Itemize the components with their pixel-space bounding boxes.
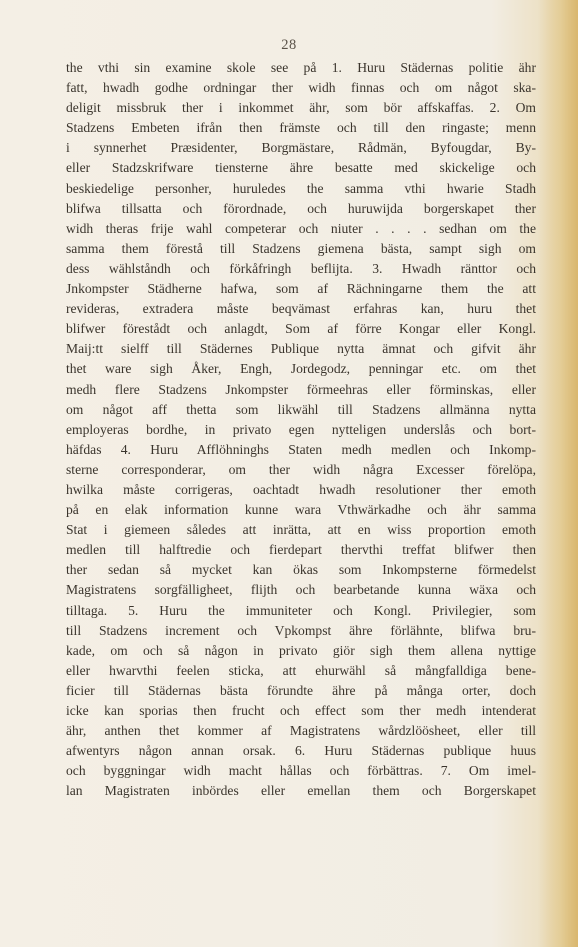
text-line: dess wählståndh och förkåfringh beflijta. 3. Hwadh ränttor och (66, 260, 536, 276)
text-line: ähr, anthen thet kommer af Magistratens wårdzlöösheet, eller till (66, 723, 536, 739)
text-line: eller Stadzskrifware tiensterne ähre besatte med skickelige och (66, 160, 536, 176)
text-line: the vthi sin examine skole see på 1. Huru Städernas politie ähr (66, 60, 536, 75)
text-line: icke kan sporias then frucht och effect som ther medh intenderat (66, 703, 536, 718)
text-line: blifwa tillsatta och förordnade, och huruwijda borgerskapet ther (66, 200, 536, 216)
text-line: medh flere Stadzens Jnkompster förmeehras eller förminskas, eller (66, 381, 536, 397)
text-line: häfdas 4. Huru Afflöhninghs Staten medh medlen och Inkomp- (66, 441, 536, 457)
text-line: i synnerhet Præsidenter, Borgmästare, Rådmän, Byfougdar, By- (66, 140, 536, 156)
page-edge-discoloration (538, 0, 578, 947)
text-line: på en elak information kunne wara Vthwärkadhe och ähr samma (66, 502, 536, 518)
text-line: Maij:tt sielff till Städernes Publique nytta ämnat och gifvit ähr (66, 341, 536, 357)
text-line: fatt, hwadh godhe ordningar ther widh finnas och om något ska- (66, 80, 536, 96)
text-line: deligit missbruk ther i inkommet ähr, som bör affskaffas. 2. Om (66, 100, 536, 116)
text-line: revideras, extradera måste beqvämast erfahras kan, huru thet (66, 301, 536, 317)
text-line: widh theras frije wahl competerar och niuter . . . . sedhan om the (66, 220, 536, 236)
text-line: blifwer förestådt och anlagdt, Som af förre Kongar eller Kongl. (66, 321, 536, 337)
text-line: hwilka måste corrigeras, oachtadt hwadh resolutioner ther emoth (66, 481, 536, 497)
text-line: Stadzens Embeten ifrån then främste och till den ringaste; menn (66, 120, 536, 136)
text-line: kade, om och så någon in privato giör sigh them allena nyttige (66, 642, 536, 658)
text-line: thet ware sigh Åker, Engh, Jordegodz, penningar etc. om thet (66, 361, 536, 377)
text-line: Magistratens sorgfälligheet, flijth och bearbetande kunna wäxa och (66, 582, 536, 598)
text-line: afwentyrs någon annan orsak. 6. Huru Städernas publique huus (66, 743, 536, 759)
text-line: ther sedan så mycket kan ökas som Inkompsterne förmedelst (66, 562, 536, 578)
text-line: samma them förestå till Stadzens giemena bästa, sampt sigh om (66, 240, 536, 256)
text-line: Jnkompster Städherne hafwa, som af Rächningarne them the att (66, 281, 536, 297)
text-line: Stat i giemeen således att inrätta, att en wiss proportion emoth (66, 522, 536, 538)
text-line: eller hwarvthi feelen sticka, att ehurwähl så mångfalldiga bene- (66, 662, 536, 678)
text-line: sterne corresponderar, om ther widh några Excesser förelöpa, (66, 461, 536, 477)
text-line: och byggningar widh macht hållas och förbättras. 7. Om imel- (66, 763, 536, 779)
text-line: tilltaga. 5. Huru the immuniteter och Kongl. Privilegier, som (66, 602, 536, 618)
text-line: beskiedelige personher, huruledes the samma vthi hwarie Stadh (66, 180, 536, 196)
page-number: 28 (281, 37, 297, 53)
text-line: ficier till Städernas bästa förundte ähre på många orter, doch (66, 682, 536, 698)
text-line: medlen till halftredie och fierdepart thervthi treffat blifwer then (66, 542, 536, 558)
text-line: till Stadzens increment och Vpkompst ähre förlähnte, blifwa bru- (66, 622, 536, 638)
body-text (66, 58, 536, 801)
text-line: employeras bordhe, in privato egen nytteligen underslås och bort- (66, 421, 536, 437)
text-line: om något aff thetta som likwähl till Stadzens allmänna nytta (66, 401, 536, 417)
text-line: lan Magistraten inbördes eller emellan them och Borgerskapet (66, 783, 536, 799)
